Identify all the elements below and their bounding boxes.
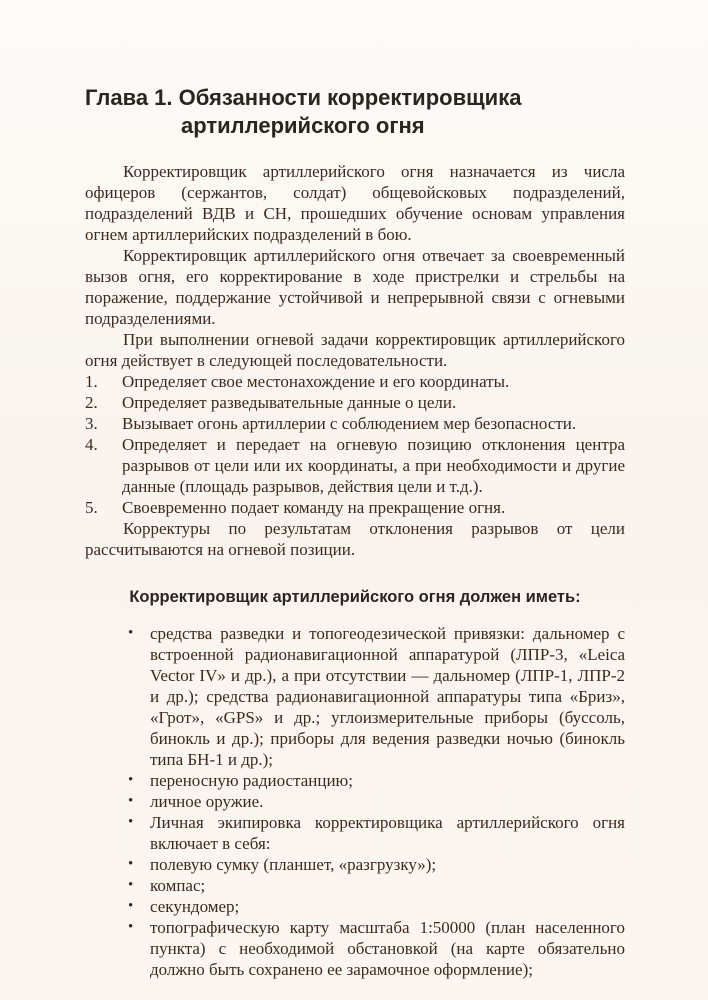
bullet-icon: • (128, 898, 134, 914)
bullet-icon: • (128, 625, 134, 641)
section-subheading: Корректировщик артиллерийского огня должен иметь: (129, 588, 581, 606)
list-item-number: 4. (85, 435, 98, 454)
bullet-item (85, 875, 625, 896)
bullet-item-text: секундомер; (150, 897, 240, 916)
bullet-item-text: компас; (150, 876, 206, 895)
bullet-item (85, 623, 625, 770)
bullet-item (85, 854, 625, 875)
bullet-item (85, 791, 625, 812)
bullet-item (85, 896, 625, 917)
list-item-text: Определяет и передает на огневую позицию отклонения центра разрывов от цели или их координаты, а при необходимости и другие данные (площадь разрывов, действия цели и т.д.). (122, 435, 625, 496)
bullet-item-text: полевую сумку (планшет, «разгрузку»); (150, 855, 437, 874)
list-item-text: Своевременно подает команду на прекращение огня. (122, 498, 506, 517)
list-item (85, 392, 625, 413)
bullet-icon: • (128, 793, 134, 809)
bullet-list (85, 623, 625, 980)
bullet-item-text: личное оружие. (150, 792, 264, 811)
paragraph: Корректировщик артиллерийского огня назначается из числа офицеров (сержантов, солдат) общевойсковых подразделений, подразделений ВДВ и СН, прошедших обучение основам управления огнем артиллерийских подразделений в бою. (85, 162, 625, 244)
bullet-item (85, 917, 625, 980)
list-item-number: 3. (85, 414, 98, 433)
list-item-number: 1. (85, 372, 98, 391)
bullet-icon: • (128, 919, 134, 935)
bullet-item (85, 812, 625, 854)
bullet-icon: • (128, 814, 134, 830)
bullet-item (85, 770, 625, 791)
closing-paragraph: Корректуры по результатам отклонения разрывов от цели рассчитываются на огневой позиции. (85, 519, 625, 559)
bullet-item-text: средства разведки и топогеодезической привязки: дальномер с встроенной радионавигационной аппаратурой (ЛПР-3, «Leica Vector IV» и др.), а при отсутствии — дальномер (ЛПР-1, ЛПР-2 и др.); средства радионавигационной аппаратуры типа «Бриз», «Грот», «GPS» и др.; углоизмерительные приборы (буссоль, бинокль и др.); приборы для ведения разведки ночью (бинокль типа БН-1 и др.); (150, 624, 625, 769)
paragraph: При выполнении огневой задачи корректировщик артиллерийского огня действует в следующей последовательности. (85, 330, 625, 370)
list-item (85, 371, 625, 392)
list-item (85, 434, 625, 497)
bullet-item-text: топографическую карту масштаба 1:50000 (план населенного пункта) с необходимой обстановкой (на карте обязательно должно быть сохранено ее зарамочное оформление); (150, 918, 625, 979)
chapter-heading (85, 84, 625, 140)
paragraph: Корректировщик артиллерийского огня отвечает за своевременный вызов огня, его корректирование в ходе пристрелки и стрельбы на поражение, поддержание устойчивой и непрерывной связи с огневыми подразделениями. (85, 246, 625, 328)
chapter-heading-line2: артиллерийского огня (181, 113, 425, 138)
bullet-item-text: переносную радиостанцию; (150, 771, 353, 790)
list-item-text: Определяет разведывательные данные о цели. (122, 393, 457, 412)
list-item (85, 413, 625, 434)
bullet-icon: • (128, 877, 134, 893)
body-text-block (85, 161, 625, 980)
list-item-number: 2. (85, 393, 98, 412)
bullet-item-text: Личная экипировка корректировщика артиллерийского огня включает в себя: (150, 813, 625, 853)
list-item-text: Вызывает огонь артиллерии с соблюдением мер безопасности. (122, 414, 577, 433)
list-item-number: 5. (85, 498, 98, 517)
list-item (85, 497, 625, 518)
bullet-icon: • (128, 856, 134, 872)
numbered-list (85, 371, 625, 518)
list-item-text: Определяет свое местонахождение и его координаты. (122, 372, 510, 391)
bullet-icon: • (128, 772, 134, 788)
chapter-heading-line1: Глава 1. Обязанности корректировщика (85, 85, 522, 110)
